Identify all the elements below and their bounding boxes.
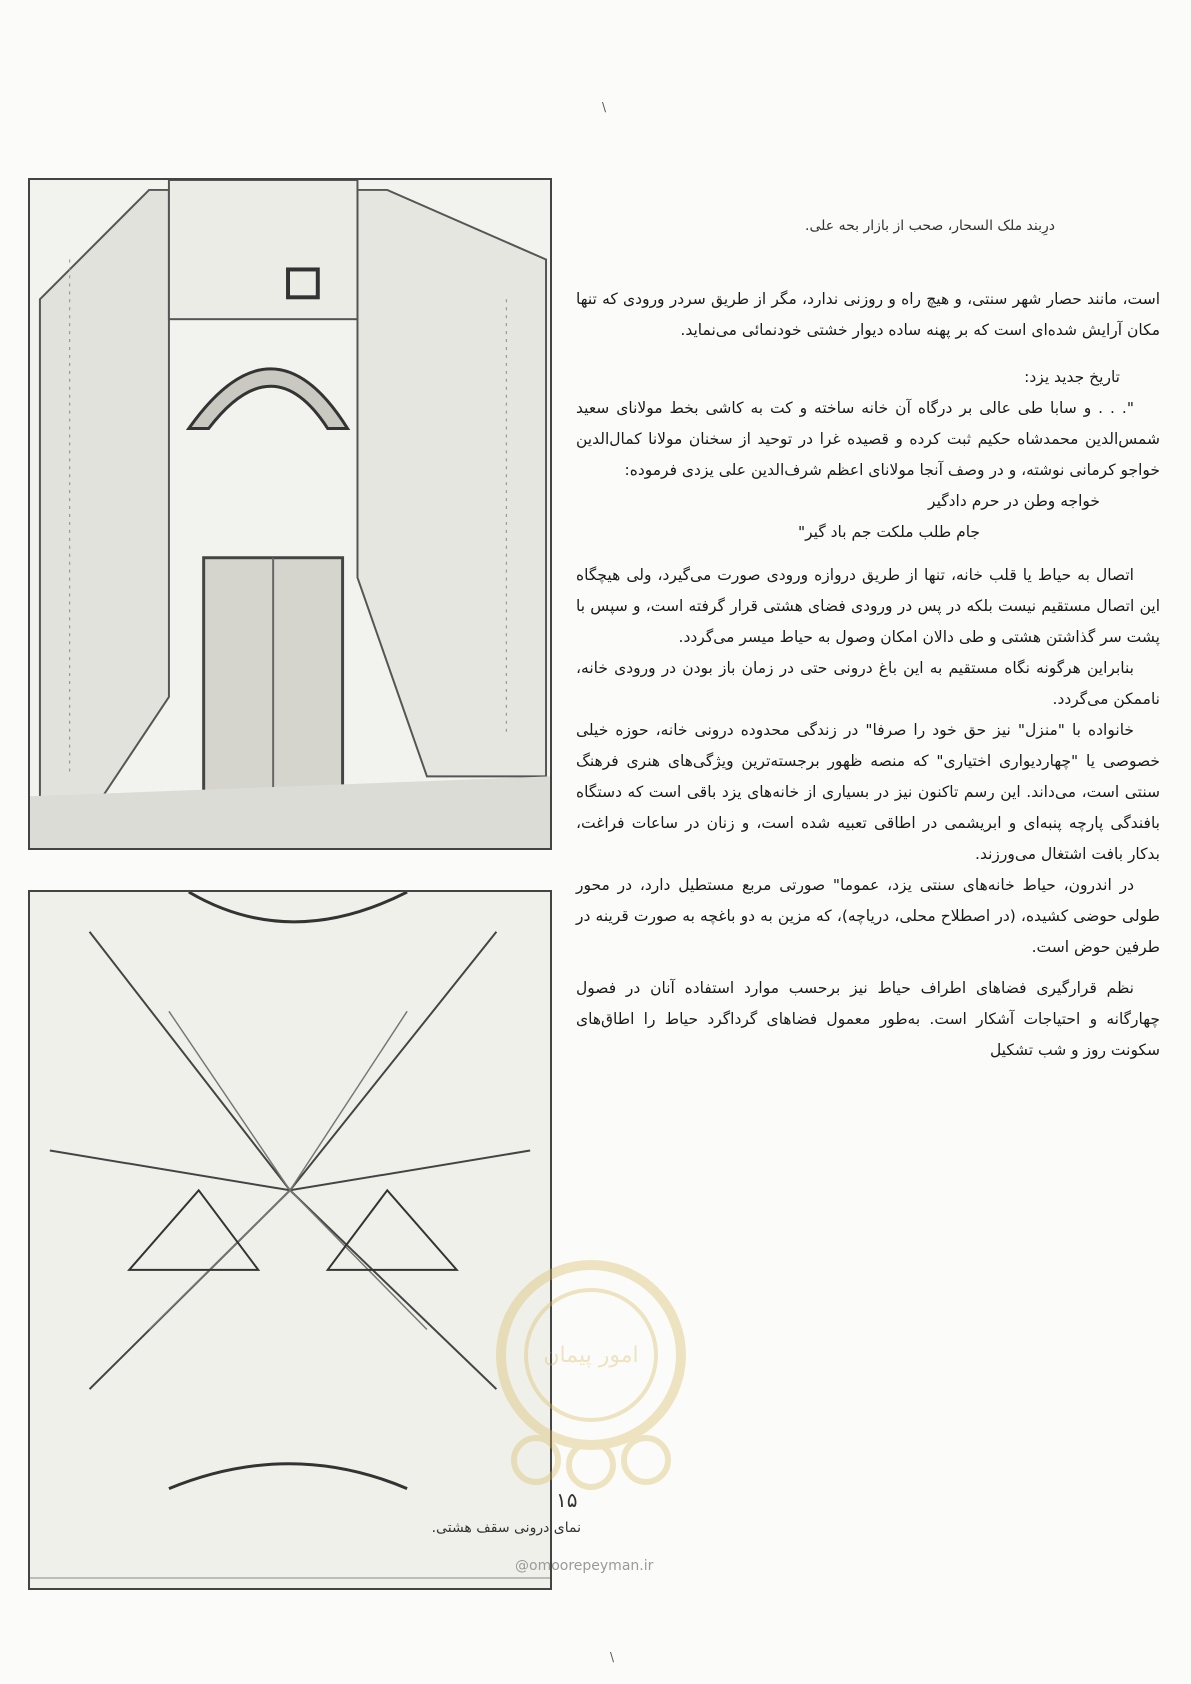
poem-line-2: جام طلب ملکت جم باد گیر" (797, 523, 980, 541)
stamp-text: امور پیمان (543, 1343, 639, 1368)
paragraph-quote: ". . . و سابا طی عالی بر درگاه آن خانه ساخته و کت به کاشی بخط مولانای سعید شمس‌الدین محمدشاه حکیم ثبت کرده و قصیده غرا در توحید از سخنان مولانا کمال‌الدین خواجو کرمانی نوشته، و در وصف آنجا مولانای اعظم شرف‌الدین علی یزدی فرموده: (576, 399, 1160, 479)
gate-illustration (30, 180, 550, 848)
ceiling-illustration (30, 892, 550, 1588)
watermark-text: @omoorepeyman.ir (515, 1558, 654, 1574)
paragraph: نظم قرارگیری فضاهای اطراف حیاط نیز برحسب موارد استفاده آنان در فصول چهارگانه و احتیاجات آشکار است. به‌طور معمول فضاهای گرداگرد حیاط را اطاق‌های سکونت روز و شب تشکیل (576, 979, 1160, 1059)
paragraph: است، مانند حصار شهر سنتی، و هیچ راه و روزنی ندارد، مگر از طریق سردر ورودی که تنها مکان آرایش شده‌ای است که بر پهنه ساده دیوار خشتی خودنمائی می‌نماید. (576, 290, 1160, 339)
poem-line-1: خواجه وطن در حرم دادگیر (928, 492, 1100, 510)
paragraph: بنابراین هرگونه نگاه مستقیم به این باغ درونی حتی در زمان باز بودن در ورودی خانه، ناممکن می‌گردد. (576, 659, 1160, 708)
margin-mark-top: \ (602, 100, 607, 114)
paragraph: اتصال به حیاط یا قلب خانه، تنها از طریق دروازه ورودی صورت می‌گیرد، ولی هیچگاه این اتصال مستقیم نیست بلکه در پس در ورودی فضای هشتی قرار گرفته است، و سپس با پشت سر گذاشتن هشتی و طی دالان امکان وصول به حیاط میسر می‌گردد. (576, 566, 1160, 646)
paragraph: در اندرون، حیاط خانه‌های سنتی یزد، عموما" صورتی مربع مستطیل دارد، در محور طولی حوضی کشیده، (در اصطلاح محلی، دریاچه)، که مزین به دو باغچه به صورت قرینه در طرفین حوض است. (576, 876, 1160, 956)
page-number: ۱۵ (556, 1488, 578, 1512)
figure-caption-bottom: نمای درونی سقف هشتی. (431, 1520, 581, 1536)
heading-quote-source: تاریخ جدید یزد: (1024, 368, 1120, 386)
vestibule-ceiling-photo (28, 890, 552, 1590)
publisher-stamp-logo (486, 1250, 696, 1510)
entrance-gate-photo (28, 178, 552, 850)
paragraph: خانواده با "منزل" نیز حق خود را صرفا" در زندگی محدوده درونی خانه، حوزه خیلی خصوصی یا "چهاردیواری اختیاری" که منصه ظهور برجسته‌ترین ویژگی‌های هنری فرهنگ سنتی است، می‌داند. این رسم تاکنون نیز در بسیاری از خانه‌های یزد باقی است که دستگاه بافندگی پارچه پنبه‌ای و ابریشمی در اطاقی تعبیه شده است، و زنان در ساعات فراغت، بدکار بافت اشتغال می‌ورزند. (576, 721, 1160, 863)
body-text (576, 284, 1160, 1066)
figure-caption-top: درِبند ملک السحار، صحب از بازار بحه علی. (805, 218, 1055, 234)
margin-mark-bottom: \ (610, 1650, 615, 1664)
